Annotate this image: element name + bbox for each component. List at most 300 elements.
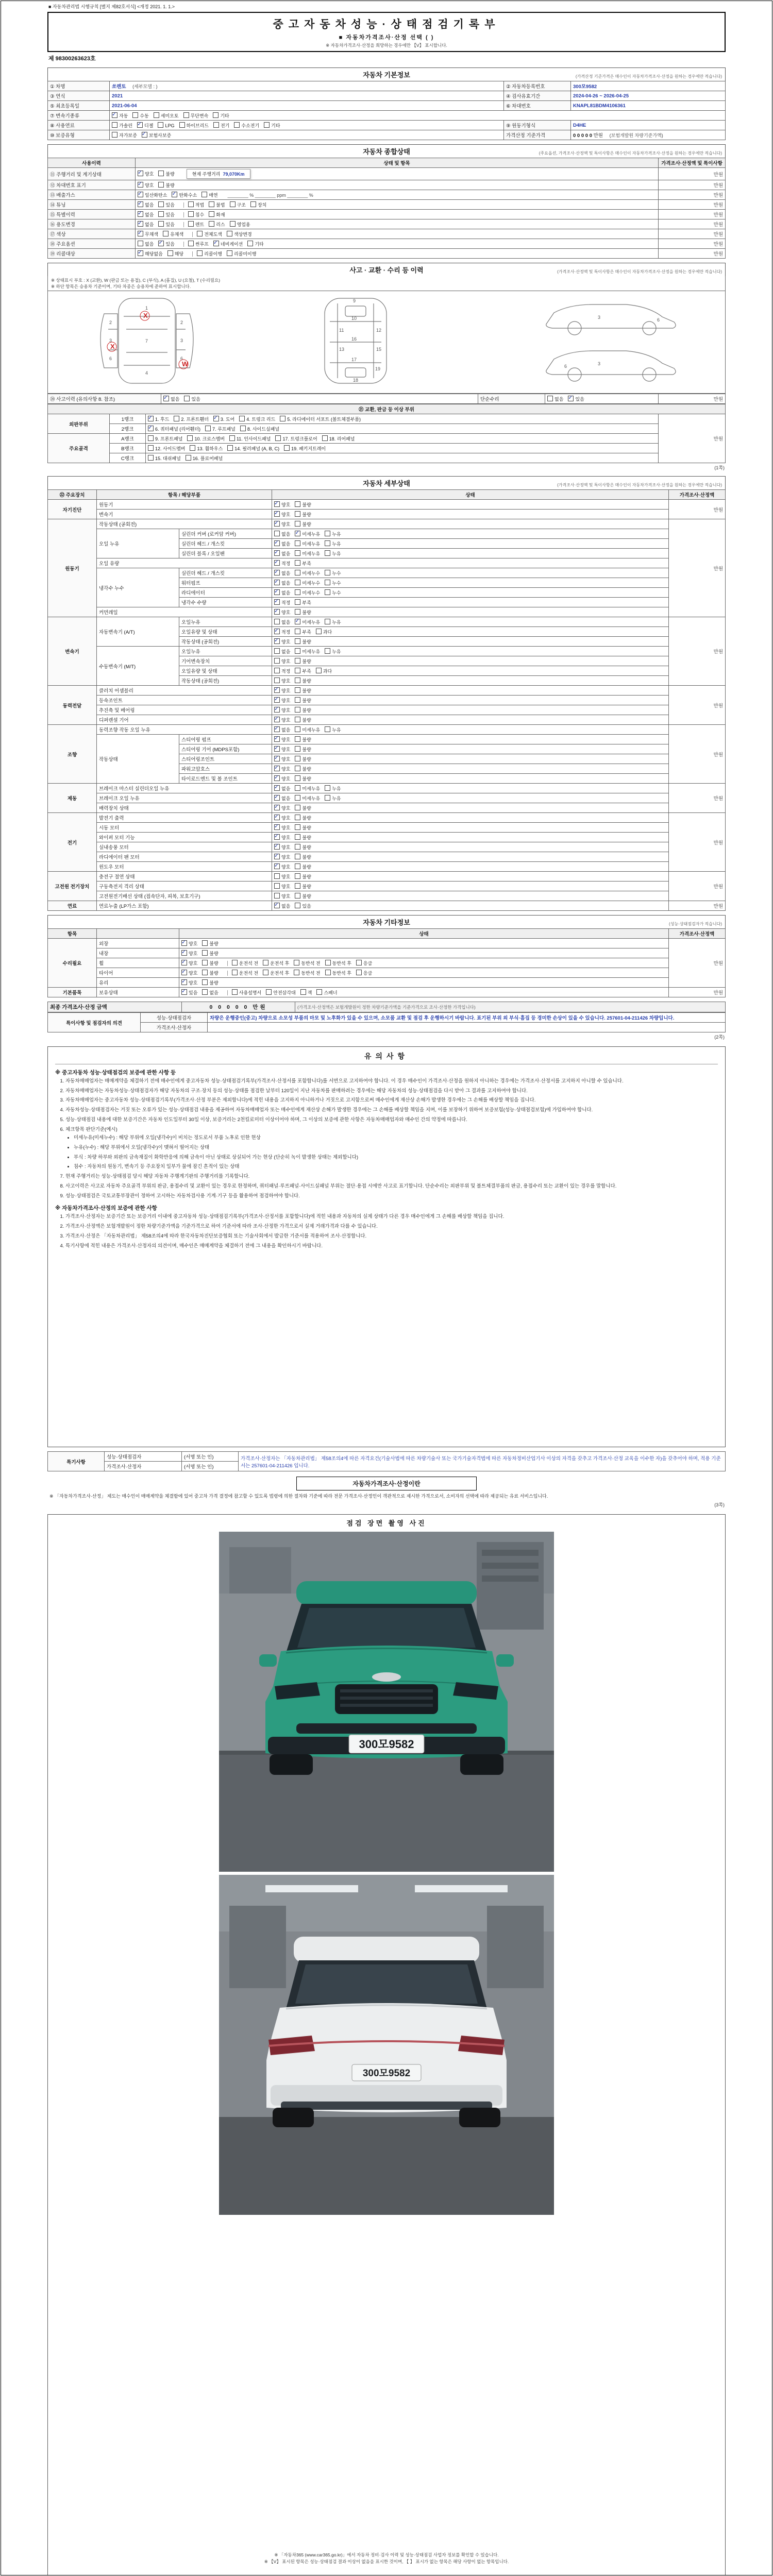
checkbox-option[interactable]: 불량 xyxy=(295,844,311,851)
checkbox-option[interactable]: 불량 xyxy=(158,182,174,189)
checkbox[interactable] xyxy=(274,736,280,742)
checkbox-option[interactable]: 누유 xyxy=(325,795,341,802)
checkbox[interactable] xyxy=(295,824,300,830)
checkbox-option[interactable]: ✓ 없음 xyxy=(163,396,179,402)
checkbox[interactable] xyxy=(295,815,300,820)
checkbox-option[interactable]: 불법 xyxy=(209,201,225,208)
checkbox[interactable] xyxy=(186,455,191,461)
checkbox[interactable] xyxy=(201,192,207,197)
checkbox-option[interactable]: 없음 xyxy=(547,396,563,402)
checkbox[interactable] xyxy=(187,435,193,441)
checkbox[interactable] xyxy=(202,970,208,975)
checkbox[interactable] xyxy=(154,112,159,118)
checkbox-option[interactable]: 수동 xyxy=(132,112,148,119)
checkbox-option[interactable]: 스패너 xyxy=(316,989,337,996)
checkbox[interactable] xyxy=(274,883,280,889)
checkbox[interactable] xyxy=(138,182,143,188)
checkbox-option[interactable]: ✓ 양호 xyxy=(274,805,290,811)
checkbox-option[interactable]: 누유 xyxy=(325,785,341,792)
checkbox[interactable] xyxy=(295,697,300,703)
checkbox[interactable] xyxy=(274,619,280,624)
checkbox-option[interactable]: 운전석 전 xyxy=(232,960,258,967)
checkbox[interactable] xyxy=(263,970,268,975)
checkbox[interactable] xyxy=(274,540,280,546)
checkbox[interactable] xyxy=(325,785,330,791)
checkbox[interactable] xyxy=(148,435,154,441)
checkbox[interactable] xyxy=(232,989,238,995)
checkbox-option[interactable]: 무단변속 xyxy=(183,112,209,119)
checkbox[interactable] xyxy=(294,960,299,965)
checkbox-option[interactable]: 적법 xyxy=(188,201,204,208)
checkbox[interactable] xyxy=(274,726,280,732)
checkbox-option[interactable]: ✓ 양호 xyxy=(274,746,290,753)
checkbox[interactable] xyxy=(183,112,189,118)
checkbox-option[interactable]: ✓ 양호 xyxy=(274,609,290,616)
checkbox[interactable] xyxy=(158,171,164,176)
checkbox-option[interactable]: 불량 xyxy=(202,940,218,947)
checkbox-option[interactable]: 있음 xyxy=(158,201,174,208)
checkbox-option[interactable]: LPG xyxy=(158,122,174,128)
checkbox[interactable] xyxy=(325,589,330,595)
checkbox[interactable] xyxy=(158,182,164,188)
checkbox[interactable] xyxy=(274,697,280,703)
checkbox-option[interactable]: 누유 xyxy=(325,540,341,547)
checkbox-option[interactable]: ✓ 양호 xyxy=(274,511,290,518)
checkbox-option[interactable]: 불량 xyxy=(295,746,311,753)
checkbox-option[interactable]: 운전석 전 xyxy=(232,970,258,976)
checkbox[interactable] xyxy=(138,192,143,197)
checkbox-option[interactable]: ✓ 양호 xyxy=(274,756,290,762)
checkbox[interactable] xyxy=(275,435,281,441)
checkbox-option[interactable]: 미세누유 xyxy=(295,785,320,792)
checkbox-option[interactable]: 10. 크로스멤버 xyxy=(187,435,224,442)
checkbox-option[interactable]: 불량 xyxy=(295,501,311,508)
checkbox[interactable] xyxy=(112,132,117,138)
checkbox[interactable] xyxy=(295,658,300,664)
checkbox[interactable] xyxy=(295,677,300,683)
checkbox-option[interactable]: 있음 xyxy=(184,396,200,402)
checkbox-option[interactable]: 양호 xyxy=(274,883,290,890)
checkbox-option[interactable]: ✓ 양호 xyxy=(274,521,290,528)
checkbox[interactable] xyxy=(274,668,280,673)
checkbox-option[interactable]: 전기 xyxy=(213,122,229,129)
checkbox-option[interactable]: ✓ 양호 xyxy=(274,824,290,831)
checkbox-option[interactable]: 불량 xyxy=(295,511,311,518)
checkbox-option[interactable]: ✓ 미세누유 xyxy=(295,619,320,625)
checkbox-option[interactable]: 장치 xyxy=(250,201,266,208)
checkbox[interactable] xyxy=(274,863,280,869)
checkbox[interactable] xyxy=(227,231,232,236)
checkbox-option[interactable]: ✓ 없음 xyxy=(274,903,290,909)
checkbox[interactable] xyxy=(356,960,362,965)
checkbox[interactable] xyxy=(295,844,300,850)
checkbox-option[interactable]: 리콜이행 xyxy=(197,250,222,257)
checkbox[interactable] xyxy=(148,416,154,421)
checkbox[interactable] xyxy=(295,893,300,899)
checkbox[interactable] xyxy=(356,970,362,975)
checkbox[interactable] xyxy=(132,112,138,118)
checkbox-option[interactable]: 없음 xyxy=(274,648,290,655)
checkbox-option[interactable]: ✓ 양호 xyxy=(274,707,290,714)
checkbox-option[interactable]: 운전석 후 xyxy=(263,970,289,976)
checkbox[interactable] xyxy=(274,658,280,664)
checkbox[interactable] xyxy=(295,609,300,615)
checkbox-option[interactable]: 응급 xyxy=(356,970,372,976)
checkbox[interactable] xyxy=(325,648,330,654)
checkbox[interactable] xyxy=(295,668,300,673)
checkbox[interactable] xyxy=(316,668,322,673)
checkbox-option[interactable]: 미세누수 xyxy=(295,570,320,577)
checkbox[interactable] xyxy=(209,201,214,207)
checkbox-option[interactable]: 누유 xyxy=(325,648,341,655)
checkbox[interactable] xyxy=(213,112,219,118)
checkbox[interactable] xyxy=(322,435,328,441)
checkbox-option[interactable]: 없음 xyxy=(202,989,218,996)
checkbox-option[interactable]: 누유 xyxy=(325,550,341,557)
checkbox[interactable] xyxy=(325,619,330,624)
checkbox-option[interactable]: 있음 xyxy=(295,903,311,909)
checkbox-option[interactable]: 누수 xyxy=(325,570,341,577)
checkbox-option[interactable]: 4. 트렁크 리드 xyxy=(239,416,275,422)
checkbox-option[interactable]: 있음 xyxy=(158,221,174,228)
checkbox[interactable] xyxy=(274,824,280,830)
checkbox[interactable] xyxy=(295,707,300,713)
checkbox-option[interactable]: ✓ 양호 xyxy=(274,697,290,704)
checkbox[interactable] xyxy=(568,396,574,401)
checkbox[interactable] xyxy=(197,250,203,256)
checkbox[interactable] xyxy=(295,736,300,742)
checkbox[interactable] xyxy=(239,416,245,421)
checkbox[interactable] xyxy=(184,396,190,401)
checkbox[interactable] xyxy=(138,221,143,227)
checkbox-option[interactable]: ✓ 있음 xyxy=(158,241,174,247)
checkbox[interactable] xyxy=(227,445,233,451)
checkbox[interactable] xyxy=(158,241,164,246)
checkbox-option[interactable]: 과다 xyxy=(316,668,332,674)
checkbox[interactable] xyxy=(158,122,163,128)
checkbox-option[interactable]: 썬루프 xyxy=(188,241,209,247)
checkbox-option[interactable]: 없음 xyxy=(138,241,154,247)
checkbox-option[interactable]: 부족 xyxy=(295,599,311,606)
checkbox-option[interactable]: ✓ 6. 쿼터패널 (리어휀더) xyxy=(148,426,200,432)
checkbox[interactable] xyxy=(112,112,117,118)
checkbox[interactable] xyxy=(274,893,280,899)
checkbox-option[interactable]: ✓ 탄화수소 xyxy=(172,192,197,198)
checkbox-option[interactable]: 유채색 xyxy=(163,231,183,238)
checkbox[interactable] xyxy=(274,717,280,722)
checkbox[interactable] xyxy=(295,629,300,634)
checkbox[interactable] xyxy=(274,629,280,634)
checkbox-option[interactable]: 영업용 xyxy=(230,221,250,228)
checkbox[interactable] xyxy=(316,989,322,995)
checkbox-option[interactable]: 불량 xyxy=(295,805,311,811)
checkbox[interactable] xyxy=(138,250,143,256)
checkbox[interactable] xyxy=(263,960,268,965)
checkbox-option[interactable]: 구조 xyxy=(230,201,246,208)
checkbox-option[interactable]: 18. 리어패널 xyxy=(322,435,355,442)
checkbox[interactable] xyxy=(174,416,179,421)
checkbox-option[interactable]: 미세누유 xyxy=(295,726,320,733)
checkbox[interactable] xyxy=(163,396,169,401)
checkbox-option[interactable]: 14. 필러패널 (A, B, C) xyxy=(227,445,279,452)
checkbox[interactable] xyxy=(274,677,280,683)
checkbox[interactable] xyxy=(181,950,187,956)
checkbox-option[interactable]: 불량 xyxy=(295,893,311,900)
checkbox[interactable] xyxy=(274,854,280,859)
checkbox-option[interactable]: ✓ 양호 xyxy=(274,766,290,772)
checkbox-option[interactable]: ✓ 없음 xyxy=(138,221,154,228)
checkbox-option[interactable]: 불량 xyxy=(202,950,218,957)
checkbox-option[interactable]: 과다 xyxy=(316,629,332,635)
checkbox[interactable] xyxy=(274,834,280,840)
checkbox-option[interactable]: 없음 xyxy=(274,619,290,625)
checkbox[interactable] xyxy=(274,785,280,791)
checkbox[interactable] xyxy=(274,638,280,644)
checkbox-option[interactable]: 부족 xyxy=(295,629,311,635)
checkbox-option[interactable]: 미세누수 xyxy=(295,580,320,586)
checkbox[interactable] xyxy=(280,416,285,421)
checkbox[interactable] xyxy=(325,726,330,732)
checkbox-option[interactable]: 가솔린 xyxy=(112,122,132,129)
checkbox[interactable] xyxy=(325,580,330,585)
checkbox[interactable] xyxy=(247,241,253,246)
checkbox-option[interactable]: ✓ 양호 xyxy=(181,940,197,947)
checkbox[interactable] xyxy=(295,775,300,781)
checkbox[interactable] xyxy=(158,201,164,207)
checkbox-option[interactable]: 기타 xyxy=(247,241,263,247)
checkbox[interactable] xyxy=(138,241,143,246)
checkbox-option[interactable]: 불량 xyxy=(202,970,218,976)
checkbox[interactable] xyxy=(163,231,169,236)
checkbox-option[interactable]: 전체도색 xyxy=(197,231,222,238)
checkbox-option[interactable]: ✓ 없음 xyxy=(274,540,290,547)
checkbox-option[interactable]: ✓ 보험사보증 xyxy=(142,132,171,139)
checkbox-option[interactable]: ✓ 양호 xyxy=(274,854,290,860)
checkbox[interactable] xyxy=(202,940,208,946)
checkbox[interactable] xyxy=(202,989,208,995)
checkbox[interactable] xyxy=(274,805,280,810)
checkbox-option[interactable]: 불량 xyxy=(295,707,311,714)
checkbox-option[interactable]: 리콜미이행 xyxy=(227,250,256,257)
checkbox[interactable] xyxy=(295,638,300,644)
checkbox-option[interactable]: ✓ 양호 xyxy=(274,638,290,645)
checkbox[interactable] xyxy=(274,756,280,761)
checkbox-option[interactable]: ✓ 양호 xyxy=(274,736,290,743)
checkbox-option[interactable]: 미세누유 xyxy=(295,540,320,547)
checkbox[interactable] xyxy=(295,903,300,908)
checkbox[interactable] xyxy=(295,501,300,507)
checkbox[interactable] xyxy=(274,599,280,605)
checkbox-option[interactable]: 누유 xyxy=(325,619,341,625)
checkbox[interactable] xyxy=(295,570,300,575)
checkbox[interactable] xyxy=(274,746,280,752)
checkbox-option[interactable]: 불량 xyxy=(295,609,311,616)
checkbox[interactable] xyxy=(188,221,194,227)
checkbox-option[interactable]: ✓ 없음 xyxy=(274,580,290,586)
checkbox-option[interactable]: 불량 xyxy=(295,824,311,831)
checkbox-option[interactable]: 불량 xyxy=(295,687,311,694)
checkbox[interactable] xyxy=(142,132,147,138)
checkbox[interactable] xyxy=(295,717,300,722)
checkbox-option[interactable]: ✓ 양호 xyxy=(274,844,290,851)
checkbox-option[interactable]: ✓ 1. 후드 xyxy=(148,416,169,422)
checkbox-option[interactable]: 누수 xyxy=(325,580,341,586)
checkbox[interactable] xyxy=(295,589,300,595)
checkbox[interactable] xyxy=(295,599,300,605)
checkbox-option[interactable]: 양호 xyxy=(274,873,290,880)
checkbox[interactable] xyxy=(295,883,300,889)
checkbox[interactable] xyxy=(227,250,232,256)
checkbox[interactable] xyxy=(294,970,299,975)
checkbox-option[interactable]: 불량 xyxy=(295,883,311,890)
checkbox[interactable] xyxy=(295,580,300,585)
checkbox[interactable] xyxy=(295,746,300,752)
checkbox-option[interactable]: 미세누유 xyxy=(295,795,320,802)
checkbox-option[interactable]: ✓ 없음 xyxy=(138,211,154,218)
checkbox[interactable] xyxy=(274,550,280,556)
checkbox[interactable] xyxy=(209,221,214,227)
checkbox[interactable] xyxy=(148,455,154,461)
checkbox[interactable] xyxy=(547,396,553,401)
checkbox[interactable] xyxy=(148,426,154,431)
checkbox-option[interactable]: 7. 루프패널 xyxy=(205,426,236,432)
checkbox-option[interactable]: 동반석 후 xyxy=(325,970,351,976)
checkbox-option[interactable]: ✓ 없음 xyxy=(274,570,290,577)
checkbox-option[interactable]: 불량 xyxy=(295,863,311,870)
checkbox-option[interactable]: ✓ 적정 xyxy=(274,560,290,567)
checkbox-option[interactable]: 8. 사이드실패널 xyxy=(240,426,279,432)
checkbox-option[interactable]: ✓ 자동 xyxy=(112,112,128,119)
checkbox-option[interactable]: 17. 트렁크플로어 xyxy=(275,435,317,442)
checkbox[interactable] xyxy=(274,766,280,771)
checkbox[interactable] xyxy=(188,241,194,246)
checkbox[interactable] xyxy=(274,844,280,850)
checkbox-option[interactable]: 불량 xyxy=(295,854,311,860)
checkbox[interactable] xyxy=(295,550,300,556)
checkbox[interactable] xyxy=(197,231,203,236)
checkbox[interactable] xyxy=(205,426,211,431)
checkbox-option[interactable]: ✓ 양호 xyxy=(138,171,154,177)
checkbox[interactable] xyxy=(172,192,177,197)
checkbox[interactable] xyxy=(325,570,330,575)
checkbox[interactable] xyxy=(274,903,280,908)
checkbox[interactable] xyxy=(274,580,280,585)
checkbox-option[interactable]: ✓ 적정 xyxy=(274,599,290,606)
checkbox-option[interactable]: ✓ 없음 xyxy=(138,201,154,208)
checkbox-option[interactable]: ✓ 일산화탄소 xyxy=(138,192,167,198)
checkbox[interactable] xyxy=(284,445,290,451)
checkbox-option[interactable]: 안전삼각대 xyxy=(266,989,295,996)
checkbox-option[interactable]: 해당 xyxy=(167,250,183,257)
checkbox-option[interactable]: 15. 대쉬패널 xyxy=(148,455,181,462)
checkbox[interactable] xyxy=(138,231,143,236)
checkbox-option[interactable]: 불량 xyxy=(295,775,311,782)
checkbox-option[interactable]: 5. 라디에이터 서포트 (볼트체결부품) xyxy=(280,416,361,422)
checkbox[interactable] xyxy=(188,201,194,207)
checkbox-option[interactable]: 세미오토 xyxy=(154,112,179,119)
checkbox[interactable] xyxy=(325,531,330,536)
checkbox[interactable] xyxy=(138,201,143,207)
checkbox[interactable] xyxy=(229,435,235,441)
checkbox-option[interactable]: ✓ 무채색 xyxy=(138,231,158,238)
checkbox-option[interactable]: 12. 사이드멤버 xyxy=(148,445,185,452)
checkbox-option[interactable]: 적정 xyxy=(274,668,290,674)
checkbox-option[interactable]: 불량 xyxy=(295,766,311,772)
checkbox[interactable] xyxy=(240,426,246,431)
checkbox-option[interactable]: 누유 xyxy=(325,531,341,537)
checkbox-option[interactable]: ✓ 양호 xyxy=(274,717,290,723)
checkbox[interactable] xyxy=(202,979,208,985)
checkbox[interactable] xyxy=(274,589,280,595)
checkbox-option[interactable]: ✓ 네비게이션 xyxy=(213,241,243,247)
checkbox-option[interactable]: ✓ 없음 xyxy=(274,785,290,792)
checkbox[interactable] xyxy=(295,873,300,879)
checkbox-option[interactable]: 양호 xyxy=(274,893,290,900)
checkbox[interactable] xyxy=(137,122,143,128)
checkbox-option[interactable]: 양호 xyxy=(274,658,290,665)
checkbox-option[interactable]: 동반석 후 xyxy=(325,960,351,967)
checkbox-option[interactable]: 하이브리드 xyxy=(179,122,209,129)
checkbox[interactable] xyxy=(274,873,280,879)
checkbox-option[interactable]: 부족 xyxy=(295,560,311,567)
checkbox[interactable] xyxy=(181,970,187,975)
checkbox[interactable] xyxy=(181,960,187,965)
checkbox[interactable] xyxy=(266,989,272,995)
checkbox-option[interactable]: 불량 xyxy=(295,873,311,880)
checkbox-option[interactable]: 침수 xyxy=(188,211,204,218)
checkbox[interactable] xyxy=(295,795,300,801)
checkbox-option[interactable]: 렌트 xyxy=(188,221,204,228)
checkbox[interactable] xyxy=(274,707,280,713)
checkbox[interactable] xyxy=(158,221,164,227)
checkbox[interactable] xyxy=(274,511,280,517)
checkbox-option[interactable]: 13. 휠하우스 xyxy=(190,445,223,452)
checkbox[interactable] xyxy=(167,250,173,256)
checkbox-option[interactable]: ✓ 없음 xyxy=(274,795,290,802)
checkbox[interactable] xyxy=(295,766,300,771)
checkbox-option[interactable]: 없음 xyxy=(274,531,290,537)
checkbox[interactable] xyxy=(274,570,280,575)
checkbox[interactable] xyxy=(325,960,331,965)
checkbox-option[interactable]: ✓ 있음 xyxy=(181,989,197,996)
checkbox[interactable] xyxy=(274,531,280,536)
checkbox-option[interactable]: 9. 프론트패널 xyxy=(148,435,182,442)
checkbox-option[interactable]: 수소전기 xyxy=(234,122,259,129)
checkbox-option[interactable]: ✓ 3. 도어 xyxy=(213,416,234,422)
checkbox[interactable] xyxy=(179,122,185,128)
checkbox-option[interactable]: 기타 xyxy=(213,112,229,119)
checkbox-option[interactable]: 불량 xyxy=(295,736,311,743)
checkbox[interactable] xyxy=(295,687,300,693)
checkbox-option[interactable]: ✓ 적정 xyxy=(274,629,290,635)
checkbox-option[interactable]: ✓ 없음 xyxy=(274,550,290,557)
checkbox[interactable] xyxy=(274,648,280,654)
checkbox-option[interactable]: ✓ 없음 xyxy=(274,589,290,596)
checkbox-option[interactable]: 불량 xyxy=(295,521,311,528)
checkbox[interactable] xyxy=(181,940,187,946)
checkbox-option[interactable]: 매연 xyxy=(201,192,217,198)
checkbox-option[interactable]: ✓ 없음 xyxy=(274,726,290,733)
checkbox[interactable] xyxy=(250,201,256,207)
checkbox[interactable] xyxy=(295,854,300,859)
checkbox[interactable] xyxy=(295,648,300,654)
checkbox[interactable] xyxy=(274,521,280,527)
checkbox[interactable] xyxy=(274,560,280,566)
checkbox[interactable] xyxy=(181,979,187,985)
checkbox[interactable] xyxy=(148,445,154,451)
checkbox[interactable] xyxy=(232,970,238,975)
checkbox-option[interactable]: 불량 xyxy=(295,638,311,645)
